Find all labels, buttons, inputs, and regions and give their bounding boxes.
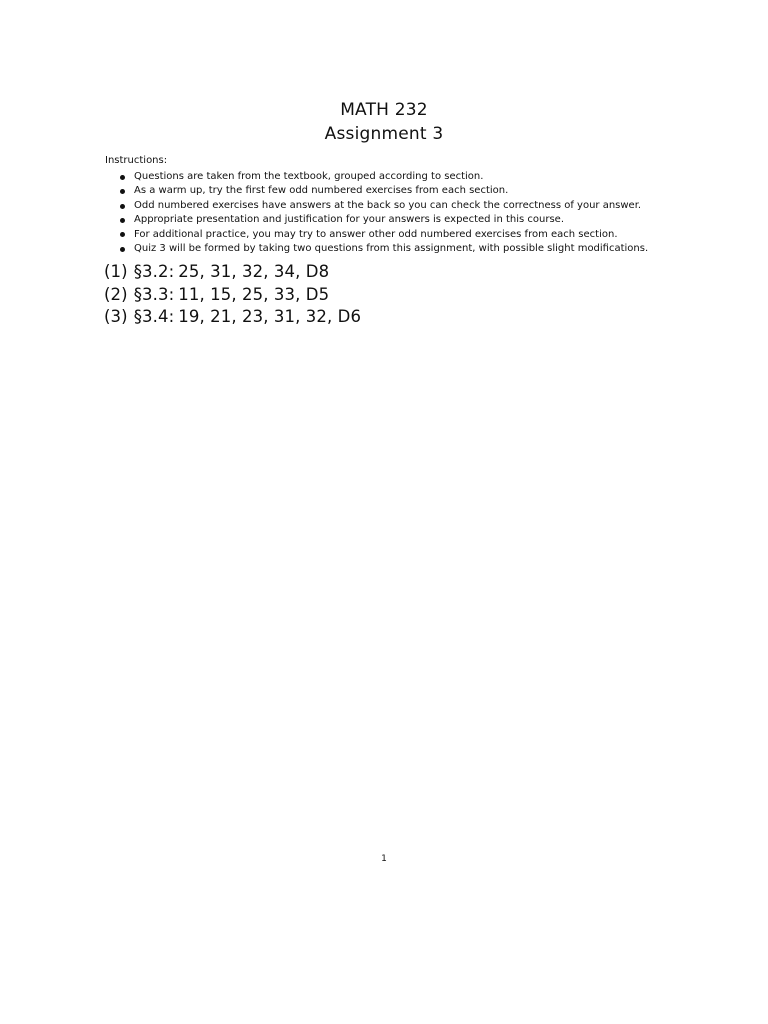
instruction-text: Appropriate presentation and justification for your answers is expected in this course.: [134, 214, 564, 226]
assignment-title: Assignment 3: [324, 124, 444, 144]
problem-number: (1): [104, 262, 128, 281]
instruction-text: For additional practice, you may try to answer other odd numbered exercises from each section.: [134, 228, 618, 240]
instruction-text: Questions are taken from the textbook, grouped according to section.: [134, 171, 484, 182]
list-item: [120, 242, 648, 256]
bullet-icon: [120, 247, 125, 252]
instructions-list: [120, 170, 648, 256]
instruction-text: As a warm up, try the first few odd numbered exercises from each section.: [134, 185, 509, 197]
course-title: MATH 232: [340, 100, 428, 120]
list-item: [120, 199, 648, 213]
problem-exercises: 19, 21, 23, 31, 32, D6: [178, 307, 362, 326]
problem-exercises: 11, 15, 25, 33, D5: [178, 284, 330, 304]
problem-number: (3): [104, 307, 128, 326]
problem-number: (2): [104, 284, 128, 304]
problem-section: §3.4:: [133, 307, 175, 326]
list-item: [120, 170, 648, 184]
list-item: [120, 213, 648, 227]
problem-item: [104, 284, 361, 307]
list-item: [120, 184, 648, 198]
title-block: [0, 98, 768, 146]
problem-list: [104, 261, 361, 329]
bullet-icon: [120, 204, 125, 209]
instruction-text: Quiz 3 will be formed by taking two questions from this assignment, with possible slight modifications.: [134, 243, 649, 255]
instruction-text: Odd numbered exercises have answers at the back so you can check the correctness of your answer.: [134, 199, 642, 211]
instructions-label: Instructions:: [105, 155, 168, 166]
problem-section: §3.2:: [133, 262, 175, 281]
problem-item: [104, 261, 361, 284]
bullet-icon: [120, 175, 125, 180]
list-item: [120, 228, 648, 242]
problem-section: §3.3:: [133, 284, 175, 304]
page-number: 1: [381, 854, 387, 864]
bullet-icon: [120, 189, 125, 194]
bullet-icon: [120, 232, 125, 237]
bullet-icon: [120, 218, 125, 223]
problem-exercises: 25, 31, 32, 34, D8: [178, 262, 330, 281]
problem-item: [104, 306, 361, 329]
